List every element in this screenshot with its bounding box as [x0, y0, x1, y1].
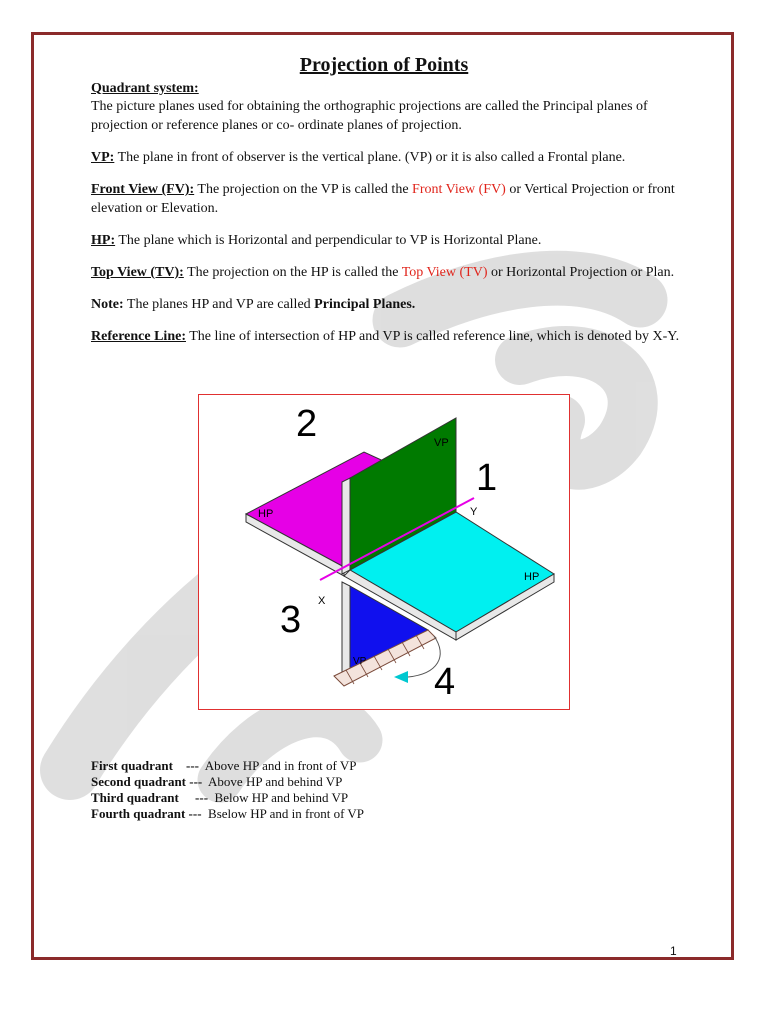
hp-definition [91, 231, 691, 250]
page-title: Projection of Points [299, 54, 469, 76]
quadrant-sep: --- [189, 774, 203, 789]
quadrant-sep: --- [188, 806, 202, 821]
quadrant-sep: --- [195, 790, 209, 805]
fv-text-1: The projection on the VP is called the [194, 182, 413, 197]
quadrant-name: Fourth quadrant [91, 806, 186, 821]
tv-definition [91, 263, 691, 282]
note-text: The planes HP and VP are called [123, 297, 315, 312]
quadrant-row [91, 758, 364, 774]
note-bold: Principal Planes. [314, 297, 416, 312]
intro-paragraph: The picture planes used for obtaining the orthographic projections are called the Principal planes of projection or reference planes or co- ordinate planes of projection. [91, 99, 648, 133]
tv-text-2: or Horizontal Projection or Plan. [487, 265, 675, 280]
quadrant-name: Second quadrant [91, 774, 186, 789]
ref-text: The line of intersection of HP and VP is called reference line, which is denoted by X-Y. [185, 329, 680, 344]
section-heading: Quadrant system: [91, 81, 199, 96]
vp-definition [91, 148, 691, 167]
fv-highlight: Front View (FV) [412, 182, 506, 197]
vp-bottom-label: VP [353, 656, 367, 667]
hp-text: The plane which is Horizontal and perpendicular to VP is Horizontal Plane. [115, 233, 542, 248]
quadrant-1-label: 1 [476, 457, 498, 499]
vp-label: VP: [91, 150, 115, 165]
vp-text: The plane in front of observer is the vertical plane. (VP) or it is also called a Frontal plane. [114, 150, 626, 165]
tv-highlight: Top View (TV) [401, 265, 488, 280]
note [91, 295, 691, 314]
quadrant-2-label: 2 [296, 403, 318, 445]
reference-line-definition [91, 327, 691, 346]
quadrant-desc: Above HP and behind VP [208, 774, 343, 789]
document-body [91, 80, 691, 359]
hp-left-label: HP [258, 508, 274, 520]
quadrant-desc: Above HP and in front of VP [204, 758, 357, 773]
quadrant-name: Third quadrant [91, 790, 179, 805]
quadrant-diagram [198, 394, 570, 710]
quadrant-3-label: 3 [280, 599, 302, 641]
quadrant-list [91, 758, 364, 822]
hp-right-label: HP [524, 571, 540, 583]
x-label: X [318, 595, 326, 607]
fv-label: Front View (FV): [91, 182, 195, 197]
quadrant-sep: --- [185, 758, 199, 773]
vp-upper-edge [342, 478, 350, 574]
quadrant-desc: Below HP and behind VP [214, 790, 349, 805]
quadrant-4-label: 4 [434, 661, 456, 703]
vp-lower-edge [342, 582, 350, 678]
quadrant-name: First quadrant [91, 758, 173, 773]
fv-definition [91, 180, 691, 218]
note-label: Note: [91, 297, 124, 312]
ref-label: Reference Line: [91, 329, 186, 344]
quadrant-row [91, 806, 364, 822]
tv-label: Top View (TV): [91, 265, 184, 280]
quadrant-row [91, 774, 364, 790]
quadrant-row [91, 790, 364, 806]
quadrant-desc: Bselow HP and in front of VP [208, 806, 365, 821]
hp-label: HP: [91, 233, 116, 248]
fv-text-2: or Vertical Projection or front elevation or Elevation. [91, 182, 675, 216]
tv-text-1: The projection on the HP is called the [183, 265, 402, 280]
page-number: 1 [670, 944, 677, 958]
y-label: Y [470, 506, 478, 518]
vp-top-label: VP [434, 437, 449, 449]
